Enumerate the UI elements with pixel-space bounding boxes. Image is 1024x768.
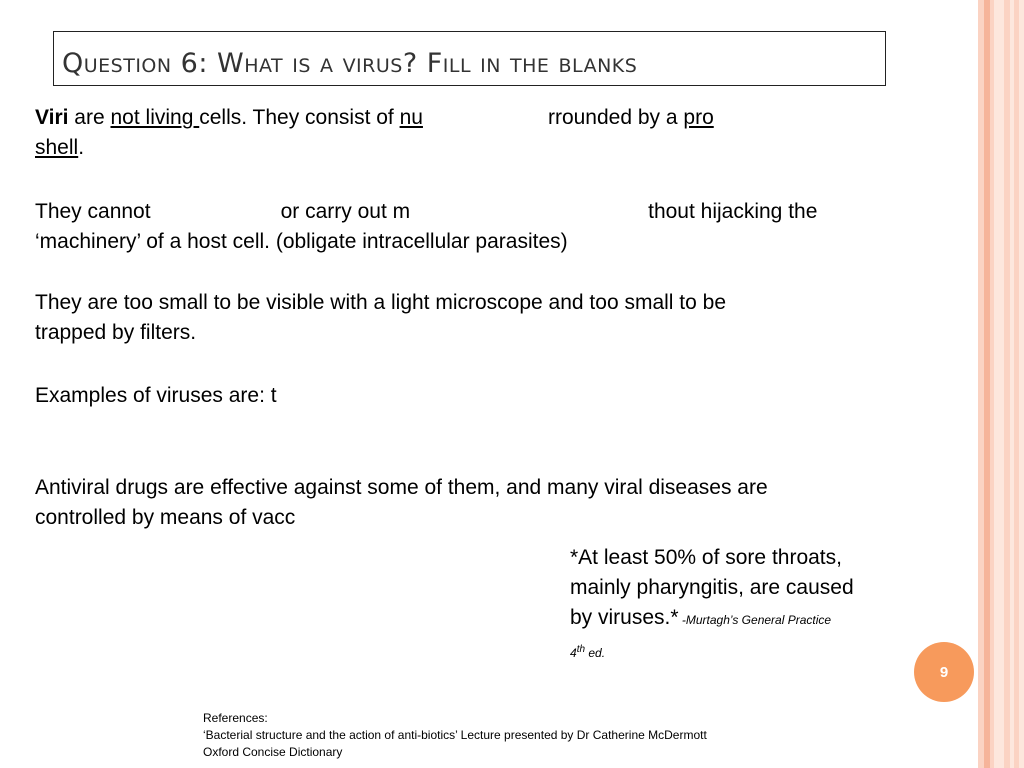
- references-heading: References:: [203, 711, 268, 725]
- text: rrounded by a: [547, 106, 684, 129]
- answer-nu: nu: [399, 106, 423, 129]
- slide-title: Question 6: What is a virus? Fill in the blanks: [62, 48, 638, 79]
- stripe: [1010, 0, 1014, 768]
- references: [203, 710, 707, 761]
- quote-sore-throats: [570, 543, 875, 668]
- quote-text: *At least 50% of sore throats, mainly pharyngitis, are caused by viruses.*: [570, 546, 854, 629]
- text: They are too small to be visible with a light microscope and too small to be: [35, 291, 727, 314]
- paragraph-treatment: [35, 473, 935, 533]
- text: are: [68, 106, 111, 129]
- text: or carry out m: [280, 200, 411, 223]
- reference-item: ‘Bacterial structure and the action of anti-biotics’ Lecture presented by Dr Catherine McDermott: [203, 728, 707, 742]
- stripe: [984, 0, 990, 768]
- text: .: [78, 136, 85, 159]
- paragraph-size: [35, 288, 935, 348]
- paragraph-composition: [35, 103, 935, 163]
- reference-item: Oxford Concise Dictionary: [203, 745, 343, 759]
- text: Examples of viruses are: t: [35, 384, 277, 407]
- citation-sup: th: [576, 644, 586, 655]
- text: thout hijacking the: [648, 200, 818, 223]
- citation-text: ed.: [585, 646, 606, 660]
- answer-shell: shell: [35, 136, 79, 159]
- citation-text: -Murtagh’s General Practice: [678, 613, 832, 627]
- answer-pro: pro: [683, 106, 714, 129]
- decorative-side-stripes: [978, 0, 1024, 768]
- text: They cannot: [35, 200, 151, 223]
- paragraph-replication: [35, 197, 935, 257]
- text: trapped by filters.: [35, 321, 197, 344]
- term-viri: Viri: [35, 106, 69, 129]
- citation-text: 4: [570, 646, 577, 660]
- paragraph-examples: [35, 381, 935, 411]
- text: Antiviral drugs are effective against some of them, and many viral diseases are: [35, 476, 768, 499]
- text: controlled by means of vacc: [35, 506, 296, 529]
- slide-number: 9: [939, 663, 949, 681]
- slide-number-badge: [914, 642, 974, 702]
- text: ‘machinery’ of a host cell. (obligate intracellular parasites): [35, 230, 568, 253]
- stripe: [1019, 0, 1024, 768]
- text: cells. They consist of: [199, 106, 400, 129]
- answer-not-living: not living: [110, 106, 200, 129]
- stripe: [994, 0, 1004, 768]
